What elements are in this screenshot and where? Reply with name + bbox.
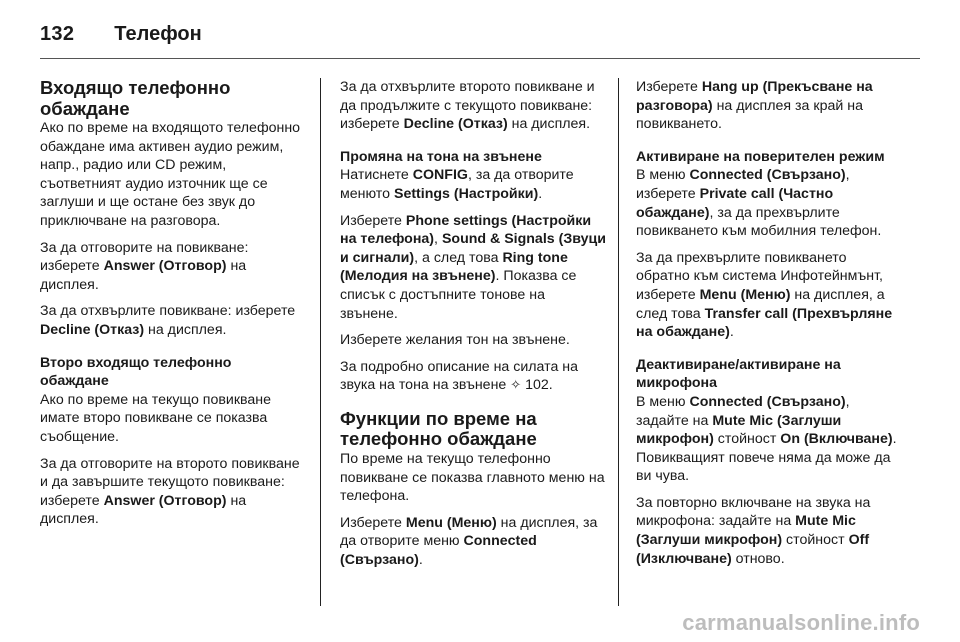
private-call-label: Private call (Частно обаждане)	[636, 185, 834, 221]
text-run: За да прехвърлите повикването обратно към система Инфотейнмънт, изберете	[636, 249, 883, 303]
section-title-incoming-call: Входящо телефонно обаждане	[40, 77, 231, 119]
page-reference-icon: ✧	[510, 377, 522, 393]
text-run: Изберете	[636, 79, 702, 95]
text-run: , а след това	[414, 249, 503, 266]
text-run: . Показва се списък с достъпните тонове на звънене.	[340, 268, 577, 322]
column-divider-2	[618, 78, 619, 606]
phone-settings-label: Phone settings (Настройки на телефона)	[340, 212, 592, 248]
text-run: отново.	[731, 550, 785, 567]
text-run: За да отговорите на второто повикване и да завършите текущото повикване: изберете	[40, 455, 300, 509]
connected-label: Connected (Свързано)	[689, 167, 846, 184]
text-run: В меню	[636, 167, 690, 184]
text-run: на дисплея.	[507, 116, 591, 133]
column-1	[40, 78, 302, 537]
column-3	[636, 78, 904, 576]
transfer-call-label: Transfer call (Прехвърляне на обаждане)	[636, 305, 893, 341]
menu-label: Menu (Меню)	[699, 286, 791, 303]
mute-mic-label: Mute Mic (Заглуши микрофон)	[636, 513, 856, 549]
paragraph-decline-second	[340, 78, 606, 134]
connected-label: Connected (Свързано)	[340, 533, 537, 568]
column-divider-1	[320, 78, 321, 606]
text-run: .	[418, 551, 423, 568]
text-run: За да отговорите на повикване: изберете	[40, 239, 249, 275]
text-run: стойност	[782, 532, 849, 549]
config-label: CONFIG	[412, 167, 468, 184]
paragraph-incoming-audio: Ако по време на входящото телефонно обаждане има активен аудио режим, напр., радио или CD режим, съответният аудио източник ще се заглуши и ще остане без звук до приключване на разговора.	[40, 120, 301, 229]
column-2	[340, 78, 606, 577]
text-run: , задайте на	[636, 393, 850, 429]
ring-tone-label: Ring tone (Мелодия на звънене)	[340, 249, 568, 285]
paragraph-private-call	[636, 166, 904, 240]
section-title-microphone: Деактивиране/активиране на микрофона	[636, 356, 841, 392]
off-label: Off (Изключване)	[636, 532, 870, 567]
text-run: на дисплея.	[40, 258, 247, 293]
watermark: carmanualsonline.info	[682, 610, 920, 635]
text-run: ,	[434, 231, 442, 248]
paragraph-decline-call	[40, 302, 302, 339]
paragraph-answer-call	[40, 239, 302, 295]
paragraph-ringtone-path	[340, 212, 606, 324]
page-title: Телефон	[114, 22, 202, 45]
page-header	[40, 14, 202, 54]
answer-label: Answer (Отговор)	[103, 492, 227, 509]
menu-label: Menu (Меню)	[405, 514, 497, 531]
text-run: В меню	[636, 393, 690, 410]
text-run: , изберете	[636, 167, 850, 202]
text-run: , за да отворите менюто	[340, 167, 574, 202]
paragraph-transfer-call	[636, 249, 904, 342]
text-run: Изберете	[340, 212, 406, 229]
text-run: на дисплея за край на повикването.	[636, 97, 863, 133]
decline-label: Decline (Отказ)	[403, 116, 508, 133]
section-title-ringtone: Промяна на тона на звънене	[340, 148, 542, 165]
on-label: On (Включване)	[780, 431, 893, 448]
hang-up-label: Hang up (Прекъсване на разговора)	[636, 79, 873, 114]
text-run: на дисплея.	[40, 492, 247, 528]
text-run: За да отхвърлите повикване: изберете	[40, 303, 296, 320]
text-run: За да отхвърлите второто повикване и да продължите с текущото повикване: изберете	[340, 79, 595, 133]
text-run: на дисплея, за да отворите меню	[340, 514, 598, 550]
paragraph-mute-on	[636, 393, 904, 486]
section-title-private-mode: Активиране на поверителен режим	[636, 148, 885, 165]
paragraph-menu-connected	[340, 514, 606, 570]
header-divider	[40, 58, 920, 59]
text-run: .	[538, 185, 543, 202]
text-run: . Повикващият повече няма да може да ви чува.	[636, 431, 897, 485]
text-run: на дисплея.	[144, 321, 227, 338]
paragraph-mute-off	[636, 494, 904, 568]
paragraph-select-ringtone: Изберете желания тон на звънене.	[340, 332, 570, 349]
text-run: За подробно описание на силата на звука на тона на звънене	[340, 358, 579, 394]
text-run: .	[729, 324, 734, 341]
mute-mic-label: Mute Mic (Заглуши микрофон)	[636, 412, 842, 448]
text-run: , за да прехвърлите повикването към мобилния телефон.	[636, 204, 882, 240]
paragraph-second-call-info: Ако по време на текущо повикване имате второ повикване се показва съобщение.	[40, 391, 272, 445]
page-reference: 102.	[521, 377, 553, 394]
text-run: Изберете	[340, 514, 406, 531]
decline-label: Decline (Отказ)	[40, 321, 145, 338]
paragraph-hang-up	[636, 78, 904, 134]
settings-label: Settings (Настройки)	[393, 185, 539, 202]
text-run: на дисплея, а след това	[636, 286, 885, 322]
section-title-second-call: Второ входящо телефонно обаждане	[40, 354, 232, 390]
text-run: Натиснете	[340, 167, 413, 184]
answer-label: Answer (Отговор)	[103, 258, 227, 275]
connected-label: Connected (Свързано)	[689, 393, 846, 410]
paragraph-config	[340, 166, 606, 203]
page-number: 132	[40, 22, 75, 45]
paragraph-main-menu: По време на текущо телефонно повикване се показва главното меню на телефона.	[340, 450, 605, 505]
text-run: стойност	[713, 431, 781, 448]
paragraph-answer-second	[40, 455, 302, 529]
sound-signals-label: Sound & Signals (Звуци и сигнали)	[340, 231, 606, 266]
text-run: За повторно включване на звука на микрофона: задайте на	[636, 494, 871, 530]
paragraph-ringtone-volume	[340, 358, 606, 395]
section-title-call-functions: Функции по време на телефонно обаждане	[340, 407, 537, 450]
